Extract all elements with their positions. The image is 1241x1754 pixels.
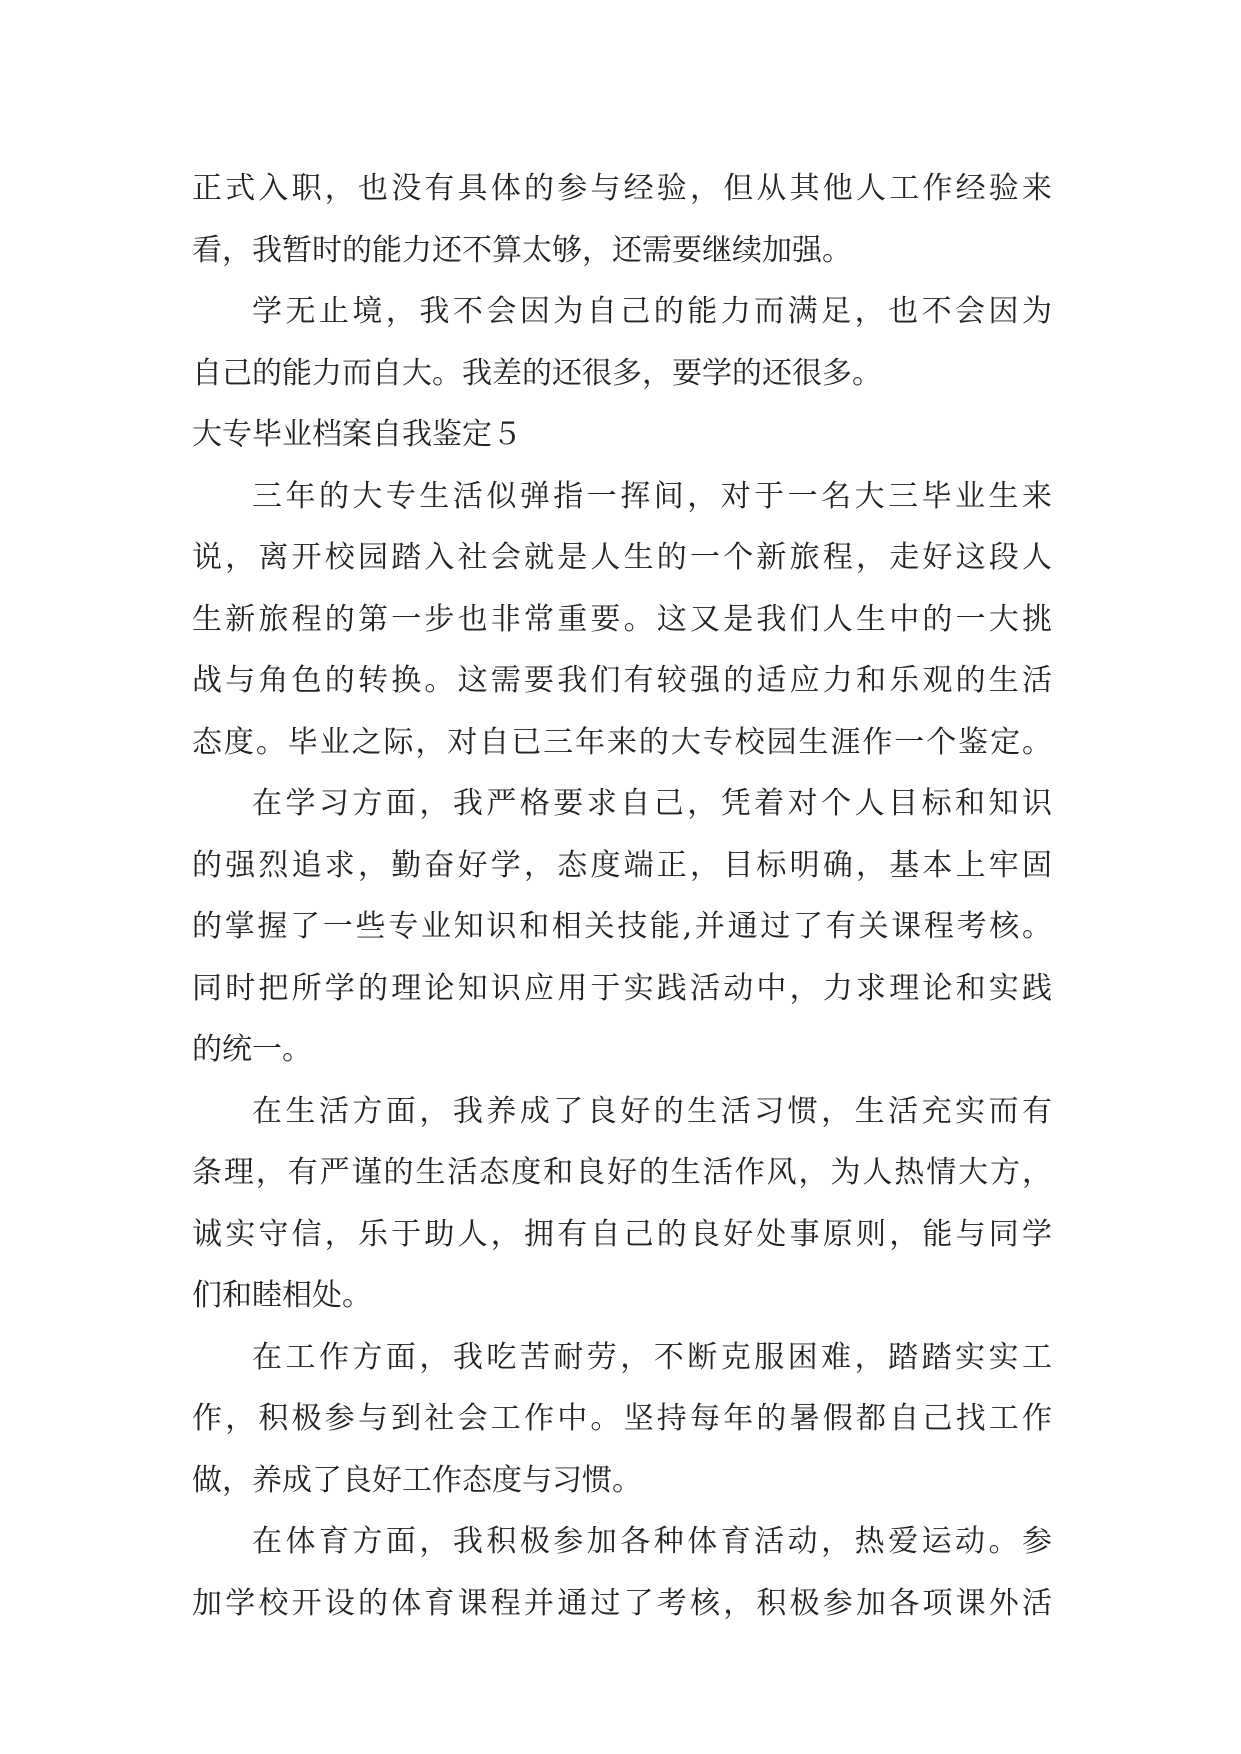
text-line: 做，养成了良好工作态度与习惯。 bbox=[192, 1462, 642, 1498]
paragraph-study bbox=[192, 773, 1052, 1081]
text-line: 战与角色的转换。这需要我们有较强的适应力和乐观的生活 bbox=[192, 663, 1052, 698]
text-line: 在学习方面，我严格要求自己，凭着对个人目标和知识 bbox=[252, 786, 1052, 821]
paragraph-work bbox=[192, 1327, 1052, 1512]
text-line: 诚实守信，乐于助人，拥有自己的良好处事原则，能与同学 bbox=[192, 1216, 1052, 1252]
text-line: 三年的大专生活似弹指一挥间，对于一名大三毕业生来 bbox=[252, 478, 1052, 514]
text-line: 的掌握了一些专业知识和相关技能,并通过了有关课程考核。 bbox=[192, 909, 1052, 944]
text-line: 正式入职，也没有具体的参与经验，但从其他人工作经验来 bbox=[192, 171, 1052, 206]
text-line: 在工作方面，我吃苦耐劳，不断克服困难，踏踏实实工 bbox=[252, 1339, 1052, 1375]
paragraph-intro bbox=[192, 466, 1052, 774]
text-line: 态度。毕业之际，对自已三年来的大专校园生涯作一个鉴定。 bbox=[192, 724, 1052, 760]
paragraph-continuation bbox=[192, 158, 1052, 281]
text-line: 的强烈追求，勤奋好学，态度端正，目标明确，基本上牢固 bbox=[192, 847, 1052, 883]
paragraph-learning-endless bbox=[192, 281, 1052, 404]
text-line: 自己的能力而自大。我差的还很多，要学的还很多。 bbox=[192, 355, 882, 391]
text-line: 学无止境，我不会因为自己的能力而满足，也不会因为 bbox=[252, 294, 1052, 329]
section-heading: 大专毕业档案自我鉴定５ bbox=[192, 417, 522, 452]
text-line: 看，我暂时的能力还不算太够，还需要继续加强。 bbox=[192, 232, 852, 268]
text-line: 们和睦相处。 bbox=[192, 1278, 372, 1313]
text-line: 同时把所学的理论知识应用于实践活动中，力求理论和实践 bbox=[192, 970, 1052, 1006]
text-line: 的统一。 bbox=[192, 1032, 312, 1067]
text-line: 生新旅程的第一步也非常重要。这又是我们人生中的一大挑 bbox=[192, 601, 1052, 637]
text-line: 说，离开校园踏入社会就是人生的一个新旅程，走好这段人 bbox=[192, 540, 1052, 575]
text-line: 在生活方面，我养成了良好的生活习惯，生活充实而有 bbox=[252, 1093, 1052, 1129]
paragraph-life bbox=[192, 1081, 1052, 1327]
text-line: 作，积极参与到社会工作中。坚持每年的暑假都自己找工作 bbox=[192, 1401, 1052, 1436]
text-line: 条理，有严谨的生活态度和良好的生活作风，为人热情大方， bbox=[192, 1155, 1052, 1190]
text-line: 在体育方面，我积极参加各种体育活动，热爱运动。参 bbox=[252, 1524, 1052, 1559]
text-line: 加学校开设的体育课程并通过了考核，积极参加各项课外活 bbox=[192, 1585, 1052, 1621]
paragraph-sports bbox=[192, 1511, 1052, 1634]
document-body bbox=[192, 158, 1052, 1634]
